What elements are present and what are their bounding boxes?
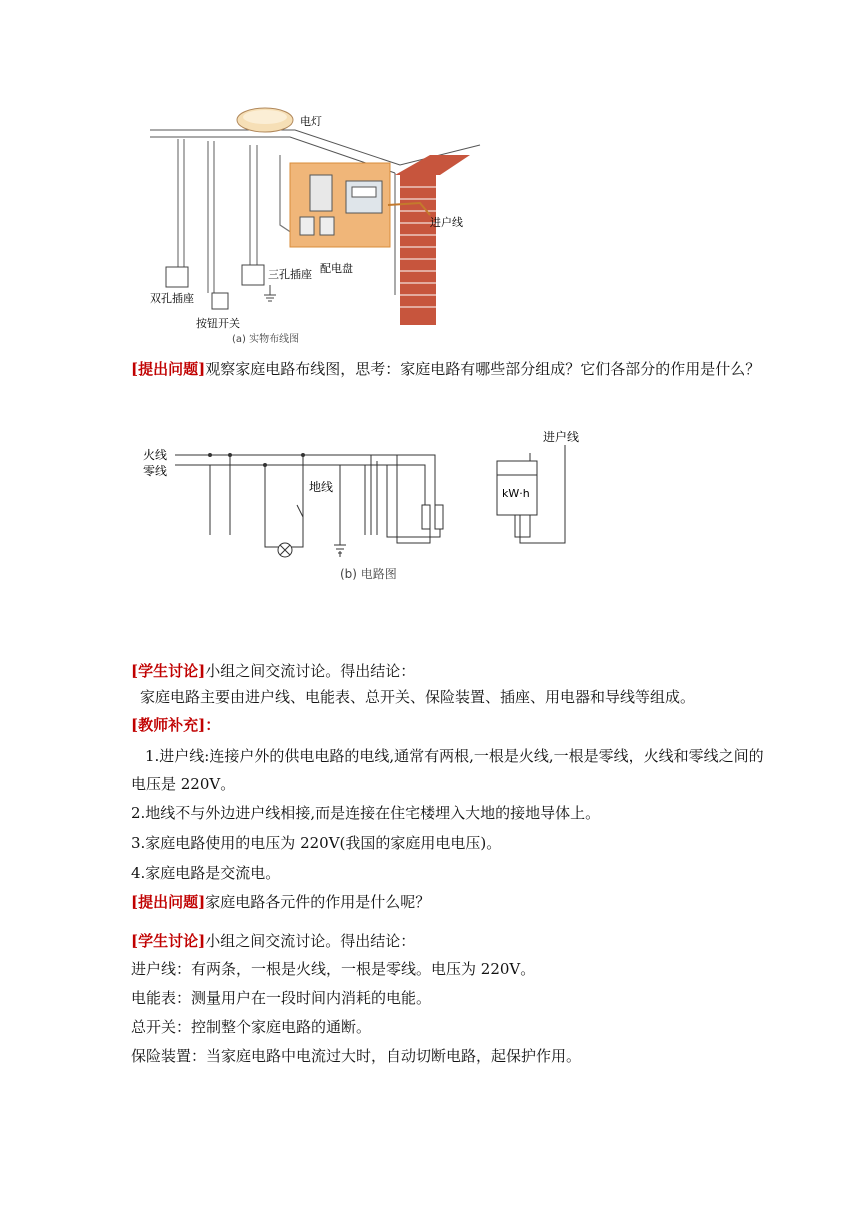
question-1 [131,356,770,382]
meter-label: kW·h [502,487,530,500]
discussion-1-text: 小组之间交流讨论。得出结论： [205,662,416,680]
question-1-text: 观察家庭电路布线图，思考：家庭电路有哪些部分组成？它们各部分的作用是什么？ [205,360,761,378]
label-neutral: 零线 [143,464,168,478]
teacher-item: 3.家庭电路使用的电压为 220V(我国的家庭用电电压)。 [131,834,502,852]
wiring-figure [130,95,500,350]
teacher-item: 2.地线不与外边进户线相接,而是连接在住宅楼埋入大地的接地导体上。 [131,804,601,822]
label-lamp: 电灯 [300,115,322,128]
discussion-2-item: 电能表：测量用户在一段时间内消耗的电能。 [131,989,432,1007]
discussion-2 [131,928,770,954]
lamp-icon [237,108,293,132]
question-2-tag: [提出问题] [131,893,206,911]
label-incoming-b: 进户线 [543,430,580,444]
fuse-icon [422,505,430,529]
teacher-tag: [教师补充]： [131,716,221,734]
discussion-1 [131,658,770,684]
fuse-icon [435,505,443,529]
three-hole-socket-icon [242,265,264,285]
teacher-item: 4.家庭电路是交流电。 [131,864,281,882]
question-2-text: 家庭电路各元件的作用是什么呢？ [205,893,431,911]
circuit-figure [135,425,585,585]
discussion-2-item: 保险装置：当家庭电路中电流过大时，自动切断电路，起保护作用。 [131,1047,582,1065]
label-ground: 地线 [309,480,334,494]
teacher-item: 1.进户线:连接户外的供电电路的电线,通常有两根,一根是火线,一根是零线，火线和零线之间的电压是 220V。 [131,747,764,793]
label-two-hole: 双孔插座 [150,292,194,305]
fuse-icon [300,217,314,235]
discussion-1-conclusion: 家庭电路主要由进户线、电能表、总开关、保险装置、插座、用电器和导线等组成。 [140,688,696,706]
label-button-switch: 按钮开关 [196,317,240,330]
discussion-2-tag: [学生讨论] [131,932,206,950]
caption-a: (a) 实物布线图 [232,334,300,345]
fuse-icon [320,217,334,235]
label-live: 火线 [143,448,168,462]
two-hole-socket-icon [166,267,188,287]
discussion-1-tag: [学生讨论] [131,662,206,680]
label-three-hole: 三孔插座 [268,268,312,281]
main-switch-icon [310,175,332,211]
discussion-2-text: 小组之间交流讨论。得出结论： [205,932,416,950]
discussion-2-item: 总开关：控制整个家庭电路的通断。 [131,1018,372,1036]
label-incoming: 进户线 [430,216,463,229]
ground-symbol [264,285,276,301]
label-panel: 配电盘 [320,262,353,275]
button-switch-icon [212,293,228,309]
discussion-2-item: 进户线：有两条，一根是火线，一根是零线。电压为 220V。 [131,960,536,978]
question-2 [131,889,770,915]
question-1-tag: [提出问题] [131,360,206,378]
brick-wall [395,155,470,325]
caption-b: (b) 电路图 [340,567,397,581]
